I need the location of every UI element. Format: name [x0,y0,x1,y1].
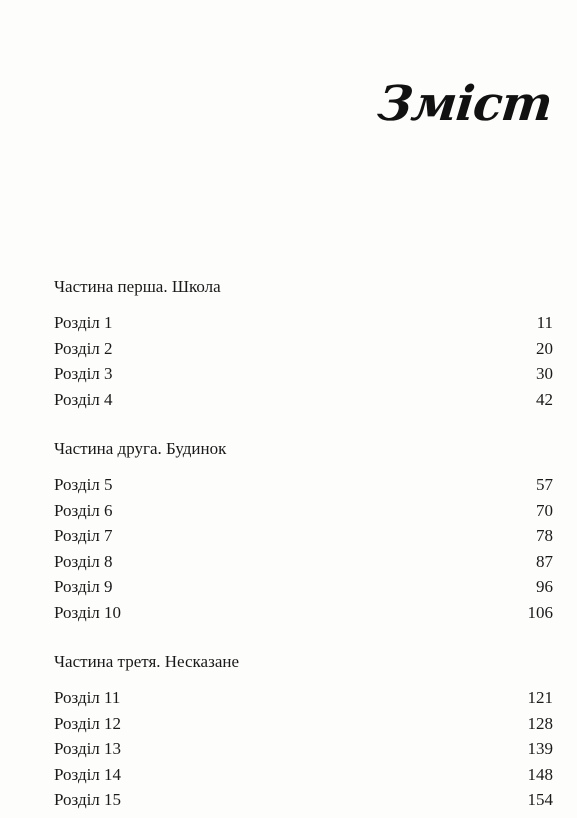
chapter-page-number: 128 [527,713,553,733]
chapter-row [54,600,553,626]
chapter-label: Розділ 10 [54,602,122,622]
chapter-label: Розділ 2 [54,338,113,358]
chapter-label: Розділ 6 [54,500,113,520]
chapter-label: Розділ 12 [54,713,122,733]
chapter-label: Розділ 1 [54,313,113,332]
chapter-page-number: 139 [527,739,553,758]
chapter-page-number: 42 [536,389,553,409]
part-title: Частина друга. Будинок [54,439,227,458]
chapter-row [54,387,553,413]
chapter-row [54,762,553,788]
chapter-label: Розділ 3 [54,364,113,383]
chapter-page-number: 87 [536,551,553,571]
chapter-label: Розділ 11 [54,688,121,707]
chapter-label: Розділ 15 [54,790,122,809]
chapter-label: Розділ 14 [54,764,122,784]
part-title: Частина третя. Несказане [54,652,240,671]
chapter-row [54,787,553,813]
chapter-page-number: 11 [536,313,553,332]
chapter-label: Розділ 5 [54,475,113,494]
chapter-label: Розділ 4 [54,389,113,409]
chapter-row [54,523,553,549]
part-1 [54,276,553,412]
chapter-label: Розділ 9 [54,577,113,596]
chapter-page-number: 30 [536,364,553,383]
chapter-row [54,336,553,362]
chapter-page-number: 96 [536,577,553,596]
chapter-row [54,472,553,498]
chapter-row [54,736,553,762]
chapter-row [54,574,553,600]
chapter-row [54,549,553,575]
chapter-label: Розділ 13 [54,739,122,758]
chapter-page-number: 154 [527,790,553,809]
part-title: Частина перша. Школа [54,277,221,296]
chapter-row [54,498,553,524]
chapter-label: Розділ 7 [54,526,113,545]
chapter-page-number: 70 [536,500,553,520]
chapter-page-number: 106 [527,602,553,622]
toc-title: Зміст [374,76,554,132]
part-3 [54,651,553,813]
chapter-page-number: 78 [536,526,553,545]
part-2 [54,438,553,625]
chapter-page-number: 20 [536,338,553,358]
chapter-page-number: 57 [536,475,553,494]
chapter-page-number: 148 [527,764,553,784]
chapter-row [54,361,553,387]
chapter-row [54,711,553,737]
chapter-row [54,310,553,336]
chapter-page-number: 121 [527,688,553,707]
table-of-contents [54,276,553,813]
chapter-row [54,685,553,711]
chapter-label: Розділ 8 [54,551,113,571]
